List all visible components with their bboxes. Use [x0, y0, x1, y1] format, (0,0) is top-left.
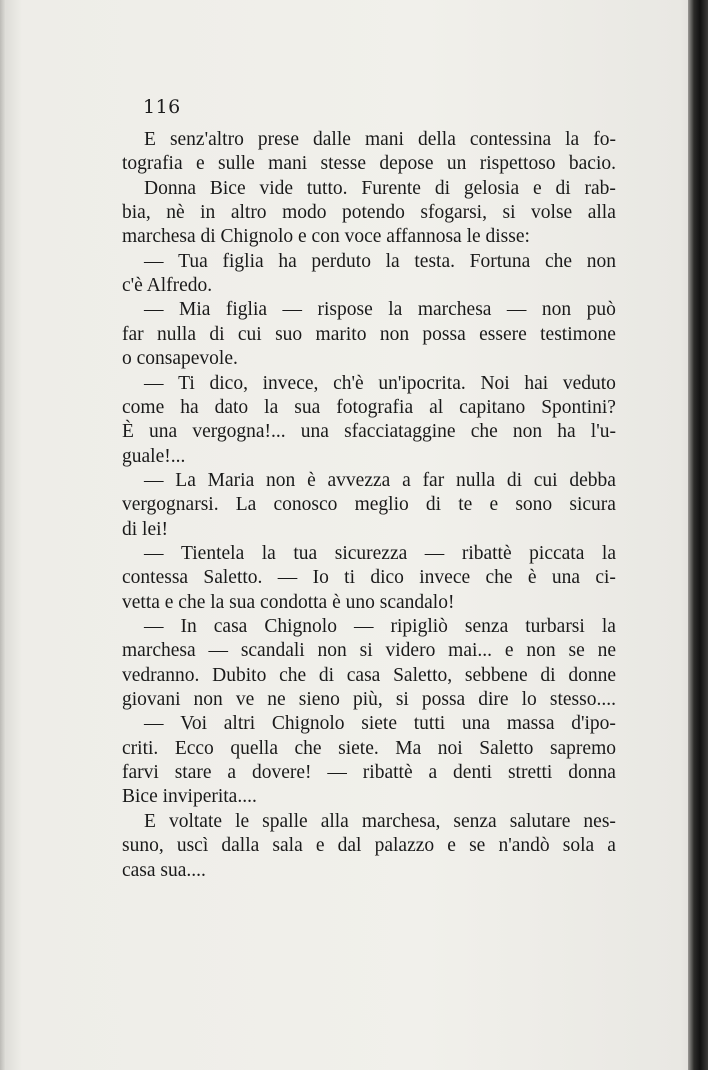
word: modo: [282, 202, 327, 224]
word: avvezza: [327, 469, 391, 491]
word: Tientela: [181, 542, 245, 564]
text-line: [122, 639, 616, 663]
word: stare: [174, 762, 212, 784]
word: —: [144, 299, 164, 321]
text-line: [122, 323, 616, 347]
word: sieno: [298, 689, 340, 711]
word: bia,: [122, 202, 151, 224]
word: uscì: [176, 835, 209, 857]
word: sapremo: [549, 737, 616, 759]
word: le: [235, 810, 250, 832]
word: stesse: [320, 153, 367, 175]
text-line: [122, 420, 616, 444]
word: e: [504, 640, 514, 662]
word: —: [144, 250, 164, 272]
word: una: [461, 713, 491, 735]
word: Ecco: [174, 737, 214, 759]
word: la: [601, 542, 616, 564]
word: contessina: [469, 129, 552, 150]
word: tua: [293, 542, 318, 564]
word: ripigliò: [390, 616, 448, 637]
word: Saletto: [479, 737, 534, 759]
word: che: [470, 421, 498, 443]
word: —: [353, 616, 374, 637]
word: mai...: [448, 640, 493, 662]
word: dal: [337, 835, 362, 857]
word: della: [417, 129, 456, 150]
word: siete: [361, 713, 397, 735]
word: che: [545, 250, 573, 272]
word: di: [318, 664, 335, 686]
word: marito: [315, 323, 367, 345]
word: non: [526, 640, 556, 662]
word: la: [261, 542, 276, 564]
word: prese: [257, 129, 300, 150]
word: Furente: [361, 177, 421, 199]
word: —: [208, 640, 228, 662]
word: turbarsi: [525, 616, 585, 637]
word: debba: [569, 469, 616, 491]
word: giovani: [122, 689, 181, 711]
word: e: [532, 177, 542, 199]
word: in: [200, 202, 216, 224]
word: dico: [370, 567, 404, 589]
page-left-edge: [0, 0, 6, 1070]
text-line: [144, 615, 616, 639]
page-number: 116: [143, 96, 181, 118]
word: ne: [597, 640, 616, 662]
word: conosco: [273, 494, 338, 516]
word: fo-: [593, 129, 616, 150]
word: mani: [364, 129, 404, 150]
word: massa: [506, 713, 555, 735]
word: senza: [453, 810, 497, 832]
word: dire: [478, 689, 509, 711]
word: non: [193, 689, 223, 711]
word: a: [428, 762, 438, 784]
word: testa.: [414, 250, 455, 272]
text-line: o consapevole.: [122, 348, 238, 370]
word: che: [294, 737, 322, 759]
word: se: [469, 835, 486, 857]
text-line: [144, 177, 616, 201]
word: al: [429, 396, 444, 418]
word: sicurezza: [334, 542, 408, 564]
word: è: [307, 469, 316, 491]
word: Voi: [180, 713, 207, 735]
text-line: marchesa di Chignolo e con voce affannosa le disse:: [122, 226, 530, 248]
word: Saletto,: [393, 664, 453, 686]
word: Saletto.: [203, 567, 263, 589]
word: veduto: [562, 372, 616, 394]
word: hai: [524, 372, 549, 394]
word: piccata: [529, 542, 585, 564]
word: perduto: [311, 250, 371, 272]
text-line: [144, 298, 616, 322]
word: È: [122, 421, 134, 443]
word: sicura: [569, 494, 616, 516]
word: marchesa,: [361, 810, 441, 832]
word: sebbene: [464, 664, 528, 686]
word: dico,: [209, 372, 248, 394]
word: a: [402, 469, 411, 491]
word: noi: [437, 737, 463, 759]
word: come: [122, 396, 165, 418]
word: potendo: [342, 202, 405, 224]
text-line: [122, 493, 616, 517]
word: una: [149, 421, 178, 443]
word: possa: [422, 323, 466, 345]
word: ve: [235, 689, 255, 711]
word: E: [144, 129, 156, 150]
word: donne: [568, 664, 616, 686]
word: non: [266, 469, 296, 491]
word: una: [551, 567, 580, 589]
word: nulla: [157, 323, 197, 345]
word: di: [434, 177, 450, 199]
word: di: [506, 469, 522, 491]
word: non: [317, 640, 347, 662]
word: sola: [562, 835, 595, 857]
text-line: [122, 688, 616, 712]
text-line: [122, 201, 616, 225]
word: depose: [379, 153, 434, 175]
word: Io: [312, 567, 329, 589]
word: tutti: [413, 713, 446, 735]
word: marchesa: [417, 299, 492, 321]
word: In: [180, 616, 197, 637]
word: salutare: [509, 810, 571, 832]
text-line: [144, 372, 616, 396]
word: essere: [479, 323, 527, 345]
word: sfacciataggine: [344, 421, 456, 443]
word: dovere!: [251, 762, 312, 784]
text-line: [122, 834, 616, 858]
word: la: [385, 250, 400, 272]
text-line: [144, 810, 616, 834]
word: un: [446, 153, 467, 175]
word: vide: [259, 177, 294, 199]
word: fotografia: [336, 396, 414, 418]
word: vedranno.: [122, 664, 200, 686]
word: rispettoso: [479, 153, 556, 175]
word: sfogarsi,: [420, 202, 487, 224]
text-line: c'è Alfredo.: [122, 275, 213, 297]
word: voltate: [168, 810, 223, 832]
word: a: [607, 835, 616, 857]
word: meglio: [354, 494, 409, 516]
word: videro: [385, 640, 436, 662]
word: figlia: [225, 299, 268, 321]
text-line: [122, 664, 616, 688]
word: denti: [453, 762, 493, 784]
word: e: [195, 153, 205, 175]
word: invece: [419, 567, 471, 589]
word: d'ipo-: [571, 713, 616, 735]
word: rab-: [584, 177, 616, 199]
word: tografia: [122, 153, 183, 175]
word: Tua: [178, 250, 208, 272]
word: —: [144, 469, 164, 491]
word: ha: [557, 421, 576, 443]
word: ribattè: [362, 762, 413, 784]
text-line: [144, 469, 616, 493]
word: —: [506, 299, 527, 321]
word: che: [485, 567, 513, 589]
word: La: [235, 494, 257, 516]
word: vergogna!...: [192, 421, 286, 443]
word: suo: [275, 323, 303, 345]
text-line: [144, 128, 616, 152]
word: contessa: [122, 567, 189, 589]
word: volse: [531, 202, 573, 224]
word: altro: [230, 202, 267, 224]
word: più,: [352, 689, 383, 711]
word: —: [327, 762, 347, 784]
word: —: [277, 567, 298, 589]
word: dalle: [313, 129, 351, 150]
word: criti.: [122, 737, 159, 759]
word: rispose: [317, 299, 373, 321]
word: non: [379, 323, 410, 345]
word: di: [540, 664, 556, 686]
word: sulle: [217, 153, 255, 175]
word: casa: [346, 664, 381, 686]
word: nè: [166, 202, 185, 224]
word: capitano: [459, 396, 526, 418]
word: —: [424, 542, 445, 564]
word: vergognarsi.: [122, 494, 219, 516]
word: mani: [268, 153, 308, 175]
word: casa: [213, 616, 248, 637]
word: Maria: [207, 469, 255, 491]
word: l'u-: [590, 421, 616, 443]
word: senz'altro: [169, 129, 244, 150]
word: La: [175, 469, 196, 491]
word: far: [122, 323, 144, 345]
word: Chignolo: [264, 616, 337, 637]
word: n'andò: [498, 835, 550, 857]
word: dalla: [221, 835, 260, 857]
word: ha: [278, 250, 297, 272]
word: può: [586, 299, 616, 321]
word: donna: [568, 762, 616, 784]
word: Spontini?: [541, 396, 616, 418]
text-line: [122, 737, 616, 761]
word: bacio.: [568, 153, 616, 175]
word: e: [489, 494, 499, 516]
word: di: [425, 494, 442, 516]
text-line: [144, 542, 616, 566]
word: palazzo: [374, 835, 435, 857]
word: altri: [223, 713, 256, 735]
word: —: [144, 372, 164, 394]
word: —: [144, 542, 164, 564]
word: Dubito: [212, 664, 267, 686]
word: nes-: [583, 810, 616, 832]
word: un'ipocrita.: [378, 372, 466, 394]
word: la: [264, 396, 279, 418]
word: stretti: [507, 762, 553, 784]
text-line: di lei!: [122, 518, 169, 540]
word: non: [586, 250, 616, 272]
word: si: [502, 202, 516, 224]
word: siete.: [338, 737, 379, 759]
word: ci-: [595, 567, 616, 589]
word: dato: [214, 396, 249, 418]
word: quella: [230, 737, 278, 759]
word: —: [144, 616, 164, 637]
word: si: [395, 689, 409, 711]
word: una: [300, 421, 329, 443]
word: nulla: [456, 469, 496, 491]
word: te: [458, 494, 473, 516]
word: la: [565, 129, 580, 150]
word: tutto.: [306, 177, 348, 199]
word: Fortuna: [469, 250, 531, 272]
word: Bice: [209, 177, 246, 199]
word: scandali: [240, 640, 305, 662]
word: possa: [421, 689, 466, 711]
text-line: [122, 566, 616, 590]
text-line: vetta e che la sua condotta è uno scandalo!: [122, 591, 455, 613]
word: testimone: [540, 323, 616, 345]
word: la: [388, 299, 403, 321]
word: e: [447, 835, 456, 857]
word: Donna: [144, 177, 196, 199]
word: a: [227, 762, 237, 784]
word: e: [315, 835, 325, 857]
word: alla: [320, 810, 349, 832]
word: si: [359, 640, 373, 662]
word: di: [555, 177, 571, 199]
word: ch'è: [333, 372, 364, 394]
word: Noi: [480, 372, 510, 394]
text-line: Bice inviperita....: [122, 786, 257, 808]
text-line: [144, 712, 616, 736]
word: ha: [180, 396, 199, 418]
text-line: [122, 396, 616, 420]
word: ribattè: [461, 542, 512, 564]
word: farvi: [122, 762, 159, 784]
word: cui: [237, 323, 262, 345]
word: che: [279, 664, 307, 686]
word: E: [144, 810, 156, 832]
word: ti: [344, 567, 356, 589]
word: —: [282, 299, 303, 321]
text-line: [122, 761, 616, 785]
word: Ti: [178, 372, 195, 394]
word: stesso....: [549, 689, 616, 711]
word: Chignolo: [271, 713, 345, 735]
word: lo: [521, 689, 537, 711]
word: Mia: [178, 299, 211, 321]
word: marchesa: [122, 640, 196, 662]
word: non: [512, 421, 543, 443]
word: suno,: [122, 835, 164, 857]
word: di: [209, 323, 225, 345]
word: spalle: [262, 810, 308, 832]
word: invece,: [262, 372, 319, 394]
text-line: casa sua....: [122, 859, 206, 881]
word: gelosia: [463, 177, 520, 199]
word: alla: [587, 202, 616, 224]
word: Ma: [395, 737, 422, 759]
word: figlia: [222, 250, 264, 272]
word: se: [568, 640, 585, 662]
word: non: [541, 299, 572, 321]
word: sono: [515, 494, 553, 516]
text-line: [144, 250, 616, 274]
word: sala: [272, 835, 303, 857]
word: cui: [533, 469, 558, 491]
word: la: [601, 616, 616, 637]
text-line: [122, 152, 616, 176]
word: è: [527, 567, 537, 589]
word: senza: [464, 616, 509, 637]
book-binding-edge: [688, 0, 708, 1070]
text-line: guale!...: [122, 445, 186, 467]
word: sua: [294, 396, 321, 418]
word: ne: [267, 689, 286, 711]
word: —: [144, 713, 164, 735]
word: far: [422, 469, 445, 491]
